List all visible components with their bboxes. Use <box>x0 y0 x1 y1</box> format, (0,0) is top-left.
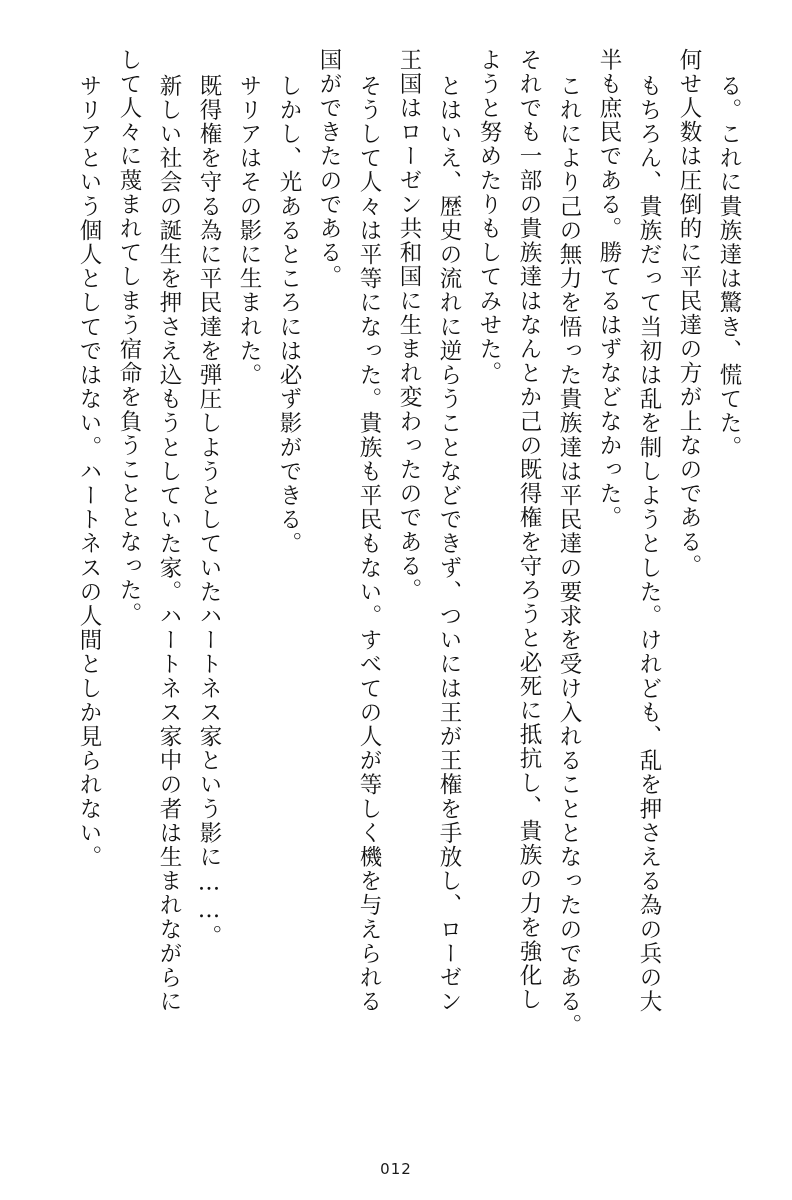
text-line: これにより己の無力を悟った貴族達は平民達の要求を受け入れることとなったのである。 <box>556 74 582 1038</box>
text-line: 既得権を守る為に平民達を弾圧しようとしていたハートネス家という影に……。 <box>196 74 222 949</box>
text-line: もちろん、貴族だって当初は乱を制しようとした。けれども、乱を押さえる為の兵の大 <box>636 74 662 1014</box>
text-line: 国ができたのである。 <box>316 48 342 289</box>
text-line: とはいえ、歴史の流れに逆らうことなどできず、ついには王が王権を手放し、ローゼン <box>436 74 462 1014</box>
text-line: ようと努めたりもしてみせた。 <box>476 48 502 386</box>
text-line: サリアという個人としてではない。ハートネスの人間としか見られない。 <box>76 74 102 870</box>
text-line: 半も庶民である。勝てるはずなどなかった。 <box>596 48 622 530</box>
text-line: して人々に蔑まれてしまう宿命を負うこととなった。 <box>116 48 142 627</box>
text-line: それでも一部の貴族達はなんとか己の既得権を守ろうと必死に抵抗し、貴族の力を強化し <box>516 48 542 1012</box>
page-body-text <box>52 48 740 1128</box>
text-line: る。これに貴族達は驚き、慌てた。 <box>716 74 742 460</box>
page-number: 012 <box>380 1160 412 1178</box>
text-line: しかし、光あるところには必ず影ができる。 <box>276 74 302 556</box>
text-line: サリアはその影に生まれた。 <box>236 74 262 388</box>
text-line: そうして人々は平等になった。貴族も平民もない。すべての人が等しく機を与えられる <box>356 74 382 1014</box>
text-line: 新しい社会の誕生を押さえ込もうとしていた家。ハートネス家中の者は生まれながらに <box>156 74 182 1014</box>
text-line: 王国はローゼン共和国に生まれ変わったのである。 <box>396 48 422 603</box>
text-line: 何せ人数は圧倒的に平民達の方が上なのである。 <box>676 48 702 579</box>
